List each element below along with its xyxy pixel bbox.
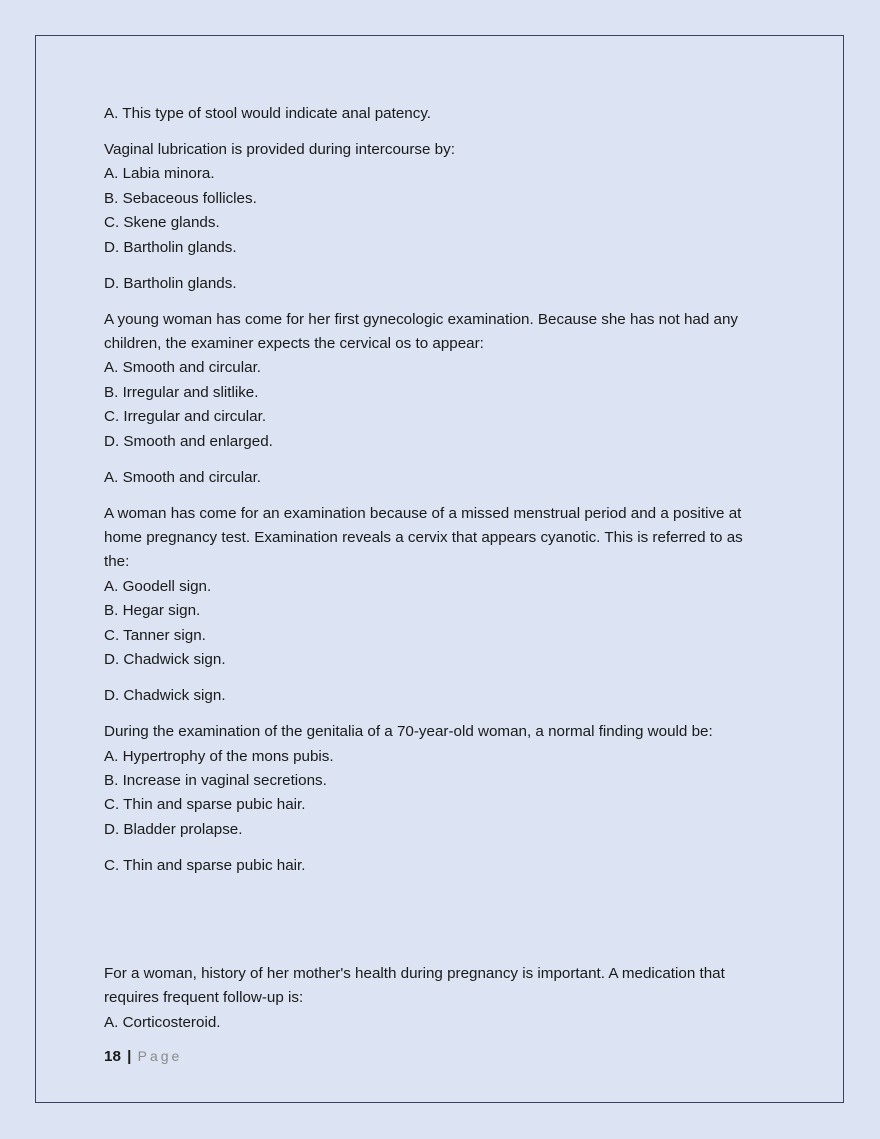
question-text: For a woman, history of her mother's health during pregnancy is important. A medication that <box>104 964 725 982</box>
answer-text: D. Bartholin glands. <box>104 274 237 292</box>
question-text: A young woman has come for her first gynecologic examination. Because she has not had any <box>104 310 739 328</box>
text-line: A. This type of stool would indicate anal patency. <box>104 105 432 122</box>
question-text: During the examination of the genitalia of a 70-year-old woman, a normal finding would be: <box>104 723 713 741</box>
question-text: the: <box>104 553 130 571</box>
question-text: requires frequent follow-up is: <box>104 989 304 1007</box>
blank-space <box>104 890 784 962</box>
option-d: D. Smooth and enlarged. <box>104 432 273 450</box>
option-a: A. Hypertrophy of the mons pubis. <box>104 747 334 765</box>
question-block <box>104 308 784 454</box>
option-d: D. Bartholin glands. <box>104 238 237 256</box>
option-b: B. Sebaceous follicles. <box>104 189 257 207</box>
option-a: A. Labia minora. <box>104 165 215 183</box>
option-b: B. Increase in vaginal secretions. <box>104 771 327 789</box>
answer-block <box>104 102 784 126</box>
option-c: C. Irregular and circular. <box>104 408 267 426</box>
question-text: children, the examiner expects the cervical os to appear: <box>104 335 484 353</box>
option-c: C. Skene glands. <box>104 214 220 232</box>
question-block <box>104 962 784 1035</box>
option-d: D. Bladder prolapse. <box>104 820 243 838</box>
answer-block <box>104 466 784 490</box>
option-b: B. Irregular and slitlike. <box>104 383 259 401</box>
question-block <box>104 138 784 260</box>
question-text: Vaginal lubrication is provided during intercourse by: <box>104 141 455 158</box>
option-a: A. Corticosteroid. <box>104 1013 221 1031</box>
option-c: C. Tanner sign. <box>104 626 206 644</box>
option-c: C. Thin and sparse pubic hair. <box>104 796 306 814</box>
question-block <box>104 502 784 673</box>
question-block <box>104 720 784 842</box>
answer-block <box>104 854 784 878</box>
page-footer <box>104 1044 182 1069</box>
answer-text: C. Thin and sparse pubic hair. <box>104 856 306 874</box>
question-text: home pregnancy test. Examination reveals a cervix that appears cyanotic. This is referred to as <box>104 529 743 547</box>
document-body <box>104 102 784 1047</box>
answer-text: A. Smooth and circular. <box>104 468 262 486</box>
option-b: B. Hegar sign. <box>104 602 201 620</box>
answer-block <box>104 684 784 708</box>
page-label: Page <box>137 1048 183 1064</box>
question-text: A woman has come for an examination because of a missed menstrual period and a positive at <box>104 504 742 522</box>
footer-separator: | <box>127 1048 132 1065</box>
answer-block <box>104 272 784 296</box>
option-d: D. Chadwick sign. <box>104 651 226 669</box>
option-a: A. Smooth and circular. <box>104 359 262 377</box>
page-number: 18 <box>104 1048 121 1065</box>
answer-text: D. Chadwick sign. <box>104 687 226 705</box>
option-a: A. Goodell sign. <box>104 577 212 595</box>
